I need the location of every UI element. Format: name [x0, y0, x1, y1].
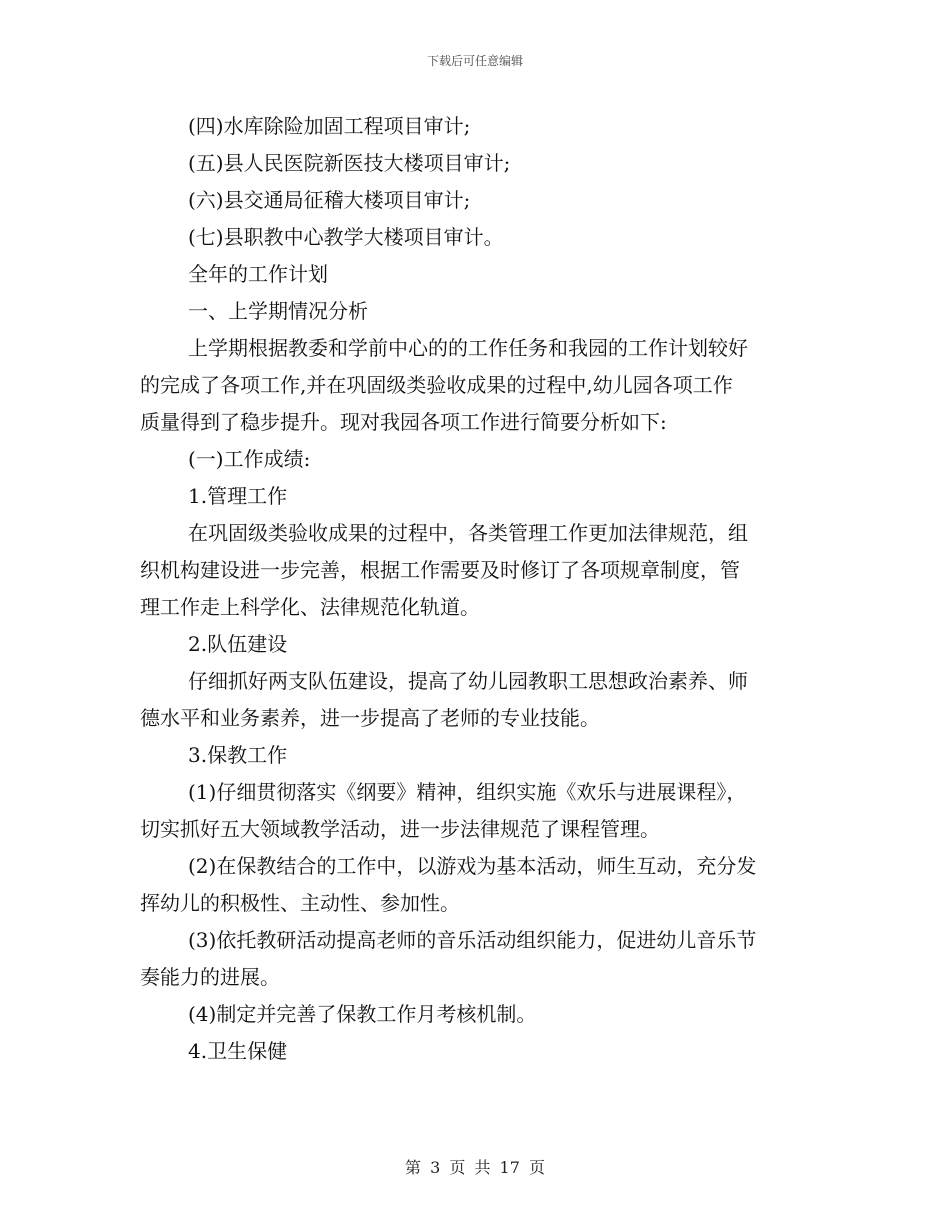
text-line: 的完成了各项工作,并在巩固级类验收成果的过程中,幼儿园各项工作 [140, 373, 733, 397]
text-line: 织机构建设进一步完善，根据工作需要及时修订了各项规章制度，管 [140, 558, 740, 582]
text-line: 在巩固级类验收成果的过程中，各类管理工作更加法律规范，组 [188, 521, 748, 545]
text-line: 一、上学期情况分析 [188, 299, 368, 323]
text-line: 2.队伍建设 [188, 632, 288, 656]
text-line: 德水平和业务素养，进一步提高了老师的专业技能。 [140, 706, 600, 730]
document-body [140, 108, 808, 1070]
text-line: (2)在保教结合的工作中，以游戏为基本活动，师生互动，充分发 [188, 854, 757, 878]
text-line: (五)县人民医院新医技大楼项目审计; [188, 151, 511, 175]
text-line: 仔细抓好两支队伍建设，提高了幼儿园教职工思想政治素养、师 [188, 669, 748, 693]
text-line: 3.保教工作 [188, 743, 288, 767]
page-number: 第 3 页 共 17 页 [405, 1158, 545, 1177]
text-line: (六)县交通局征稽大楼项目审计; [188, 188, 471, 212]
text-line: (4)制定并完善了保教工作月考核机制。 [188, 1002, 537, 1026]
text-line: 挥幼儿的积极性、主动性、参加性。 [140, 891, 460, 915]
text-line: 全年的工作计划 [188, 262, 328, 286]
text-line: 上学期根据教委和学前中心的的工作任务和我园的工作计划较好 [188, 336, 748, 360]
text-line: 理工作走上科学化、法律规范化轨道。 [140, 595, 480, 619]
text-line: 切实抓好五大领域教学活动，进一步法律规范了课程管理。 [140, 817, 660, 841]
text-line: 4.卫生保健 [188, 1039, 288, 1063]
text-line: 奏能力的进展。 [140, 965, 280, 989]
text-line: 质量得到了稳步提升。现对我园各项工作进行简要分析如下: [140, 410, 667, 434]
text-line: (3)依托教研活动提高老师的音乐活动组织能力，促进幼儿音乐节 [188, 928, 757, 952]
text-line: (四)水库除险加固工程项目审计; [188, 114, 471, 138]
page-header-note: 下载后可任意编辑 [426, 54, 523, 68]
text-line: (1)仔细贯彻落实《纲要》精神，组织实施《欢乐与进展课程》， [188, 780, 747, 804]
text-line: (七)县职教中心教学大楼项目审计。 [188, 225, 504, 249]
text-line: (一)工作成绩: [188, 447, 311, 471]
text-line: 1.管理工作 [188, 484, 288, 508]
